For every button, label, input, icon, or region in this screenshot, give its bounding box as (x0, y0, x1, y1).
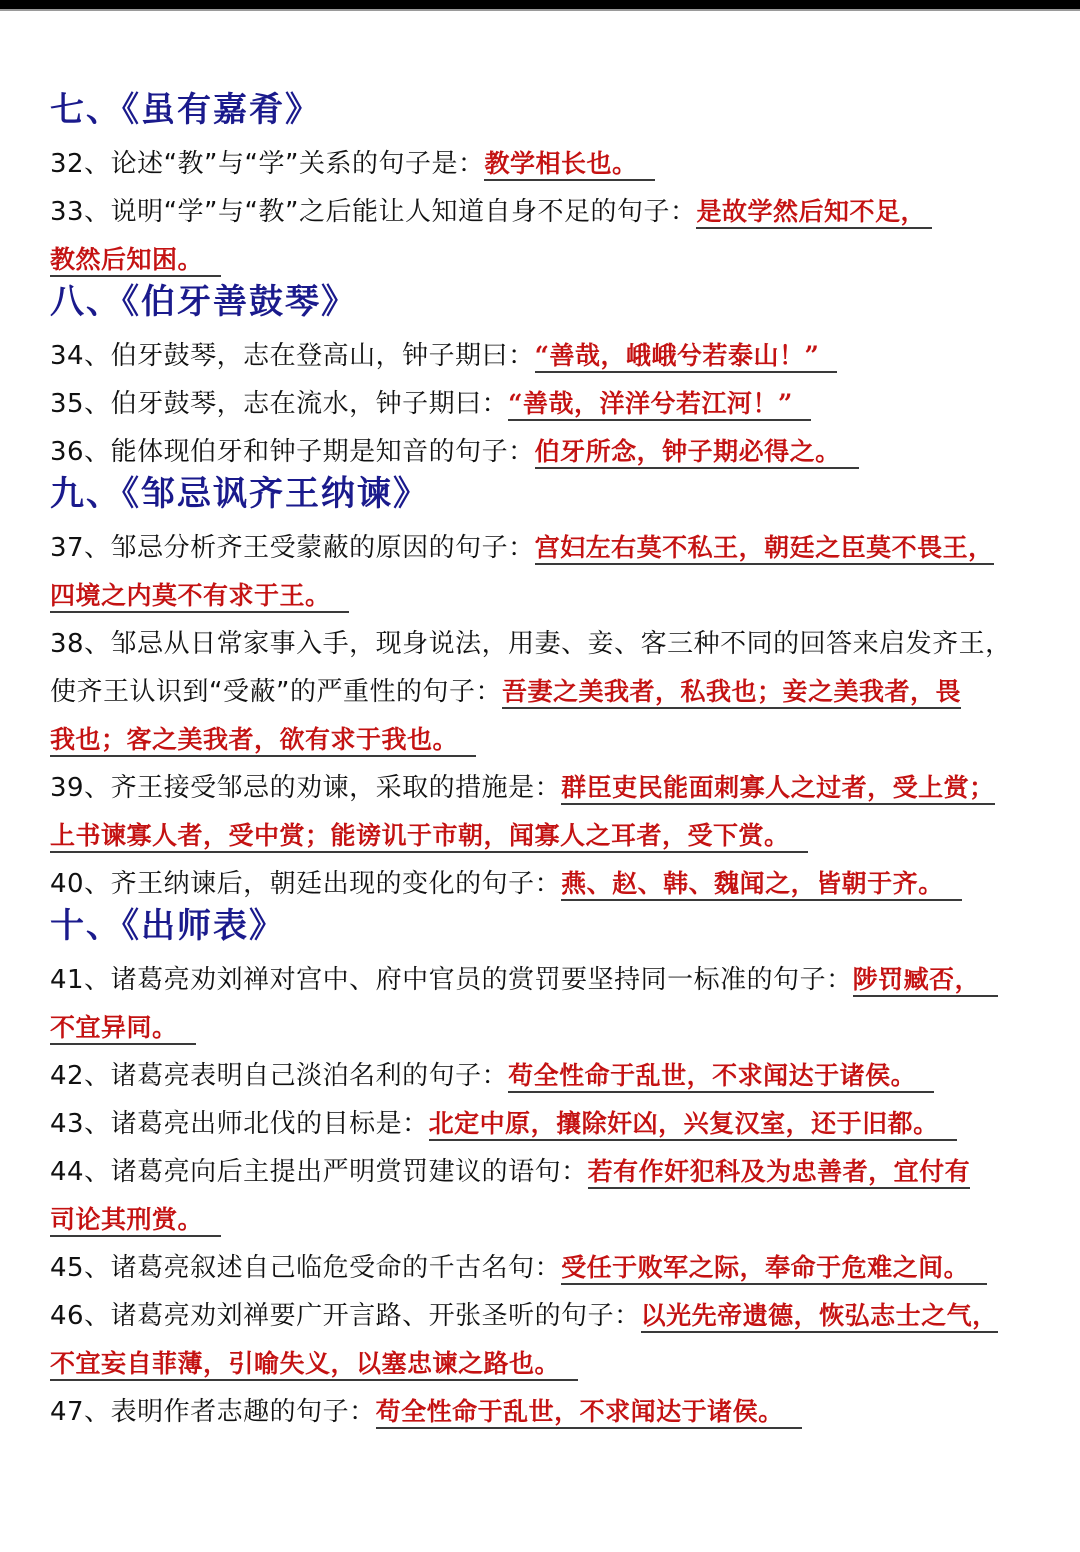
question-text: 44、诸葛亮向后主提出严明赏罚建议的语句： (50, 1157, 588, 1187)
answer-text-cont: 司论其刑赏。 (50, 1205, 221, 1237)
answer-text: 受任于败军之际，奉命于危难之间。 (561, 1253, 987, 1285)
question-text-cont: 使齐王认识到“受蔽”的严重性的句子： (50, 677, 502, 707)
answer-text-cont: 上书谏寡人者，受中赏；能谤讥于市朝，闻寡人之耳者，受下赏。 (50, 821, 808, 853)
question-37-cont (50, 576, 349, 616)
question-text: 39、齐王接受邹忌的劝谏，采取的措施是： (50, 773, 562, 803)
question-text: 36、能体现伯牙和钟子期是知音的句子： (50, 437, 535, 467)
question-text: 38、邹忌从日常家事入手，现身说法，用妻、妾、客三种不同的回答来启发齐王， (50, 629, 1012, 659)
question-39 (50, 768, 995, 808)
answer-text: 吾妻之美我者，私我也；妾之美我者，畏 (502, 677, 961, 709)
question-33-cont (50, 240, 221, 280)
question-text: 37、邹忌分析齐王受蒙蔽的原因的句子： (50, 533, 535, 563)
section-heading-8: 八、《伯牙善鼓琴》 (50, 282, 357, 322)
question-42 (50, 1056, 934, 1096)
top-bar-edge (0, 9, 1080, 11)
answer-text: 苟全性命于乱世，不求闻达于诸侯。 (508, 1061, 934, 1093)
question-32 (50, 144, 655, 184)
question-44-cont (50, 1200, 221, 1240)
question-35 (50, 384, 811, 424)
answer-text: 群臣吏民能面刺寡人之过者，受上赏； (561, 773, 995, 805)
question-47 (50, 1392, 802, 1432)
question-text: 42、诸葛亮表明自己淡泊名利的句子： (50, 1061, 509, 1091)
question-text: 32、论述“教”与“学”关系的句子是： (50, 149, 485, 179)
question-text: 41、诸葛亮劝刘禅对宫中、府中官员的赏罚要坚持同一标准的句子： (50, 965, 853, 995)
answer-text: 苟全性命于乱世，不求闻达于诸侯。 (376, 1397, 802, 1429)
answer-text-cont: 不宜妄自菲薄，引喻失义，以塞忠谏之路也。 (50, 1349, 578, 1381)
answer-text: 陟罚臧否， (853, 965, 999, 997)
question-33 (50, 192, 932, 232)
answer-text: 宫妇左右莫不私王，朝廷之臣莫不畏王， (535, 533, 994, 565)
section-heading-9: 九、《邹忌讽齐王纳谏》 (50, 474, 429, 514)
question-37 (50, 528, 994, 568)
answer-text: “善哉，峨峨兮若泰山！” (535, 341, 838, 373)
question-text: 35、伯牙鼓琴，志在流水，钟子期曰： (50, 389, 509, 419)
question-46-cont (50, 1344, 578, 1384)
answer-text-cont: 四境之内莫不有求于王。 (50, 581, 349, 613)
answer-text: 伯牙所念，钟子期必得之。 (535, 437, 859, 469)
question-34 (50, 336, 837, 376)
answer-text: “善哉，洋洋兮若江河！” (508, 389, 811, 421)
question-text: 33、说明“学”与“教”之后能让人知道自身不足的句子： (50, 197, 697, 227)
question-text: 45、诸葛亮叙述自己临危受命的千古名句： (50, 1253, 562, 1283)
question-text: 47、表明作者志趣的句子： (50, 1397, 376, 1427)
answer-text-cont: 教然后知困。 (50, 245, 221, 277)
answer-text: 若有作奸犯科及为忠善者，宜付有 (588, 1157, 971, 1189)
question-38 (50, 624, 1012, 664)
answer-text: 以光先帝遗德，恢弘志士之气， (641, 1301, 998, 1333)
section-heading-7: 七、《虽有嘉肴》 (50, 90, 321, 130)
question-45 (50, 1248, 987, 1288)
question-46 (50, 1296, 998, 1336)
question-text: 34、伯牙鼓琴，志在登高山，钟子期曰： (50, 341, 535, 371)
question-38-line2 (50, 672, 961, 712)
question-43 (50, 1104, 957, 1144)
question-text: 43、诸葛亮出师北伐的目标是： (50, 1109, 429, 1139)
question-41-cont (50, 1008, 196, 1048)
answer-text: 北定中原，攘除奸凶，兴复汉室，还于旧都。 (429, 1109, 957, 1141)
question-text: 46、诸葛亮劝刘禅要广开言路、开张圣听的句子： (50, 1301, 641, 1331)
question-39-cont (50, 816, 808, 856)
section-heading-10: 十、《出师表》 (50, 906, 285, 946)
question-44 (50, 1152, 970, 1192)
question-38-cont (50, 720, 476, 760)
top-status-bar (0, 0, 1080, 9)
answer-text-cont: 不宜异同。 (50, 1013, 196, 1045)
answer-text: 燕、赵、韩、魏闻之，皆朝于齐。 (561, 869, 962, 901)
question-41 (50, 960, 998, 1000)
question-40 (50, 864, 962, 904)
answer-text: 是故学然后知不足， (696, 197, 932, 229)
answer-text: 教学相长也。 (484, 149, 655, 181)
question-text: 40、齐王纳谏后，朝廷出现的变化的句子： (50, 869, 562, 899)
answer-text-cont: 我也；客之美我者，欲有求于我也。 (50, 725, 476, 757)
question-36 (50, 432, 859, 472)
